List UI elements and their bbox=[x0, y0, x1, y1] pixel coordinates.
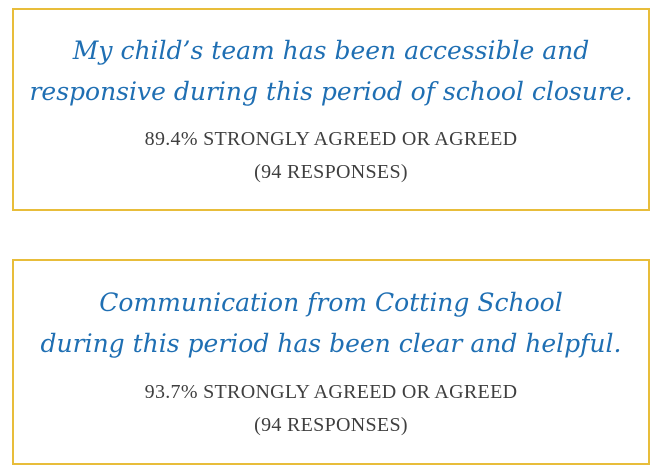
statement-line: during this period has been clear and helpful. bbox=[40, 329, 622, 358]
statement-line: responsive during this period of school closure. bbox=[29, 77, 633, 106]
survey-statement bbox=[14, 261, 648, 364]
agreement-percentage: 89.4% STRONGLY AGREED OR AGREED bbox=[144, 128, 518, 150]
survey-result-card-communication bbox=[12, 259, 650, 465]
survey-result-card-accessibility bbox=[12, 8, 650, 211]
survey-statement bbox=[14, 10, 648, 112]
response-count: (94 RESPONSES) bbox=[254, 161, 408, 183]
survey-stat-block bbox=[14, 376, 648, 442]
statement-line: Communication from Cotting School bbox=[99, 288, 563, 317]
response-count: (94 RESPONSES) bbox=[254, 414, 408, 436]
agreement-percentage: 93.7% STRONGLY AGREED OR AGREED bbox=[144, 381, 518, 403]
survey-stat-block bbox=[14, 123, 648, 189]
statement-line: My child’s team has been accessible and bbox=[72, 36, 590, 65]
